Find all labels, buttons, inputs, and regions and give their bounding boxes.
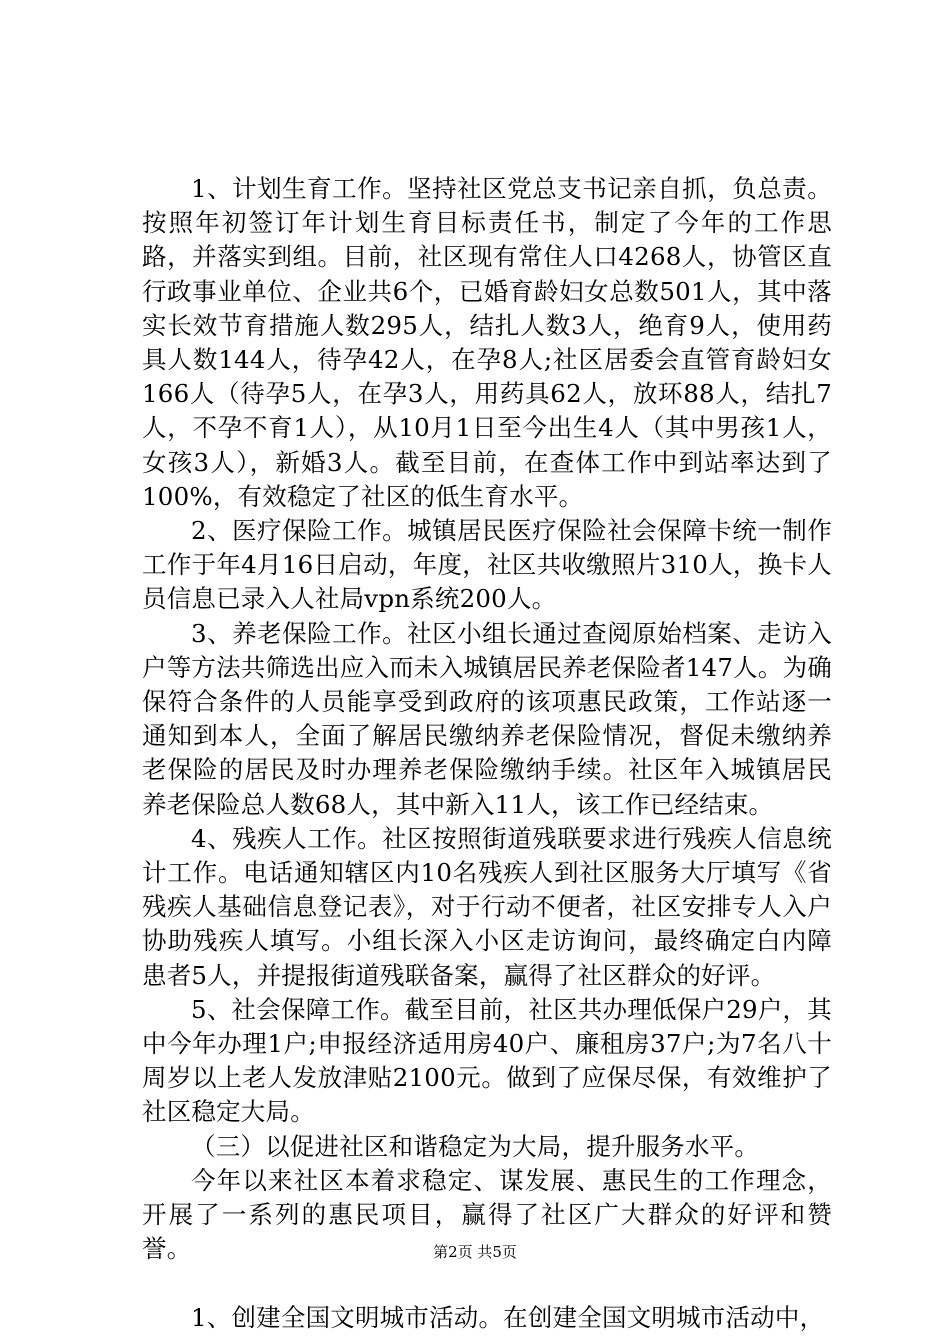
paragraph-intro-projects: 今年以来社区本着求稳定、谋发展、惠民生的工作理念，开展了一系列的惠民项目，赢得了社区广大群众的好评和赞誉。	[142, 1165, 832, 1264]
section-heading-harmony: （三）以促进社区和谐稳定为大局，提升服务水平。	[191, 1131, 760, 1161]
paragraph-social-security: 5、社会保障工作。截至目前，社区共办理低保户29户，其中今年办理1户;申报经济适用房40户、廉租房37户;为7名八十周岁以上老人发放津贴2100元。做到了应保尽保，有效维护了社区稳定大局。	[142, 994, 832, 1127]
paragraph-civilized-city: 1、创建全国文明城市活动。在创建全国文明城市活动中，	[191, 1302, 825, 1332]
page-number-footer: 第2页 共5页	[433, 1243, 517, 1261]
paragraph-medical-insurance: 2、医疗保险工作。城镇居民医疗保险社会保障卡统一制作工作于年4月16日启动，年度，社区共收缴照片310人，换卡人员信息已录入人社局vpn系统200人。	[142, 516, 832, 614]
document-body	[142, 172, 832, 1335]
paragraph-pension-insurance: 3、养老保险工作。社区小组长通过查阅原始档案、走访入户等方法共筛选出应入而未入城镇居民养老保险者147人。为确保符合条件的人员能享受到政府的该项惠民政策，工作站逐一通知到本人，全面了解居民缴纳养老保险情况，督促未缴纳养老保险的居民及时办理养老保险缴纳手续。社区年入城镇居民养老保险总人数68人，其中新入11人，该工作已经结束。	[142, 618, 832, 819]
paragraph-family-planning: 1、计划生育工作。坚持社区党总支书记亲自抓，负总责。按照年初签订年计划生育目标责任书，制定了今年的工作思路，并落实到组。目前，社区现有常住人口4268人，协管区直行政事业单位、企业共6个，已婚育龄妇女总数501人，其中落实长效节育措施人数295人，结扎人数3人，绝育9人，使用药具人数144人，待孕42人，在孕8人;社区居委会直管育龄妇女166人（待孕5人，在孕3人，用药具62人，放环88人，结扎7人，不孕不育1人），从10月1日至今出生4人（其中男孩1人，女孩3人），新婚3人。截至目前，在查体工作中到站率达到了100%，有效稳定了社区的低生育水平。	[142, 174, 832, 511]
paragraph-disabled-persons: 4、残疾人工作。社区按照街道残联要求进行残疾人信息统计工作。电话通知辖区内10名残疾人到社区服务大厅填写《省残疾人基础信息登记表》，对于行动不便者，社区安排专人入户协助残疾人填写。小组长深入小区走访询问，最终确定白内障患者5人，并提报街道残联备案，赢得了社区群众的好评。	[142, 823, 832, 990]
